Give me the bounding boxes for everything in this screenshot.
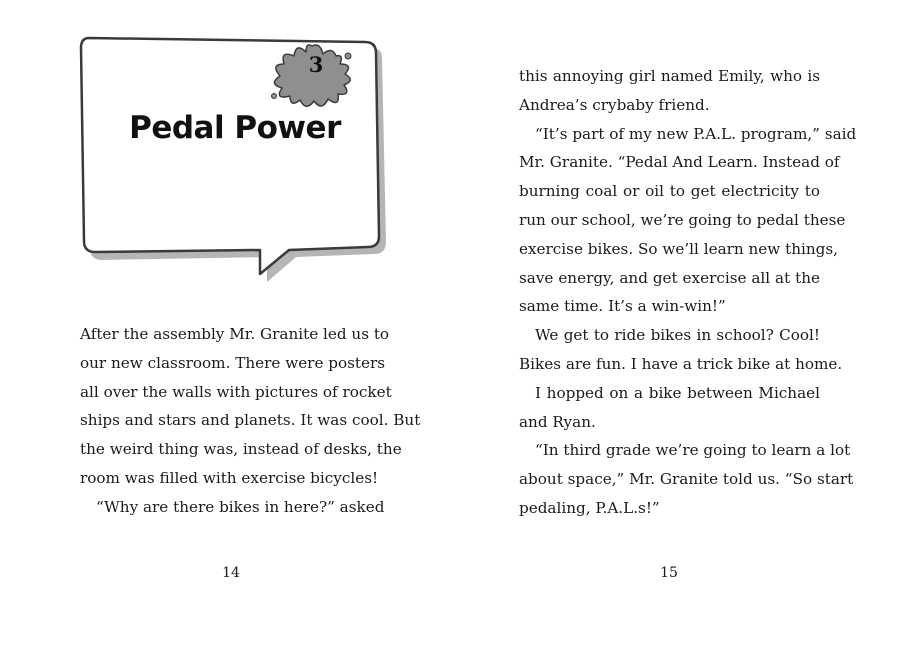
- text-line: about space,” Mr. Granite told us. “So start: [519, 470, 854, 489]
- text-line: all over the walls with pictures of rocket: [80, 382, 392, 401]
- page-number: 15: [660, 565, 678, 581]
- text-line: the weird thing was, instead of desks, the: [80, 440, 402, 459]
- text-line: room was filled with exercise bicycles!: [80, 468, 379, 487]
- text-line: Bikes are fun. I have a trick bike at home.: [519, 354, 843, 373]
- chapter-number: 3: [308, 52, 324, 77]
- text-line: Mr. Granite. “Pedal And Learn. Instead of: [519, 153, 840, 172]
- chapter-title: Pedal Power: [129, 110, 341, 146]
- right-page: [450, 0, 900, 654]
- text-line: We get to ride bikes in school? Cool!: [535, 326, 820, 345]
- text-line: “Why are there bikes in here?” asked: [96, 497, 385, 516]
- right-page-body: [519, 62, 857, 523]
- text-line: pedaling, P.A.L.s!”: [519, 498, 660, 517]
- text-line: I hopped on a bike between Michael: [535, 383, 820, 402]
- text-line: “It’s part of my new P.A.L. program,” said: [535, 124, 857, 143]
- text-line: “In third grade we’re going to learn a lot: [535, 441, 851, 460]
- text-line: our new classroom. There were posters: [80, 353, 386, 372]
- text-line: After the assembly Mr. Granite led us to: [80, 325, 390, 343]
- chapter-speech-bubble: [74, 28, 394, 284]
- text-line: this annoying girl named Emily, who is: [519, 67, 820, 85]
- left-page-body: [80, 320, 421, 522]
- text-line: and Ryan.: [519, 412, 596, 431]
- text-line: same time. It’s a win-win!”: [519, 297, 726, 316]
- text-line: run our school, we’re going to pedal these: [519, 210, 846, 229]
- page-number: 14: [222, 565, 240, 581]
- text-line: burning coal or oil to get electricity to: [519, 182, 820, 201]
- text-line: exercise bikes. So we’ll learn new things,: [519, 239, 838, 258]
- text-line: ships and stars and planets. It was cool. But: [80, 411, 421, 430]
- text-line: save energy, and get exercise all at the: [519, 268, 820, 287]
- text-line: Andrea’s crybaby friend.: [519, 95, 710, 114]
